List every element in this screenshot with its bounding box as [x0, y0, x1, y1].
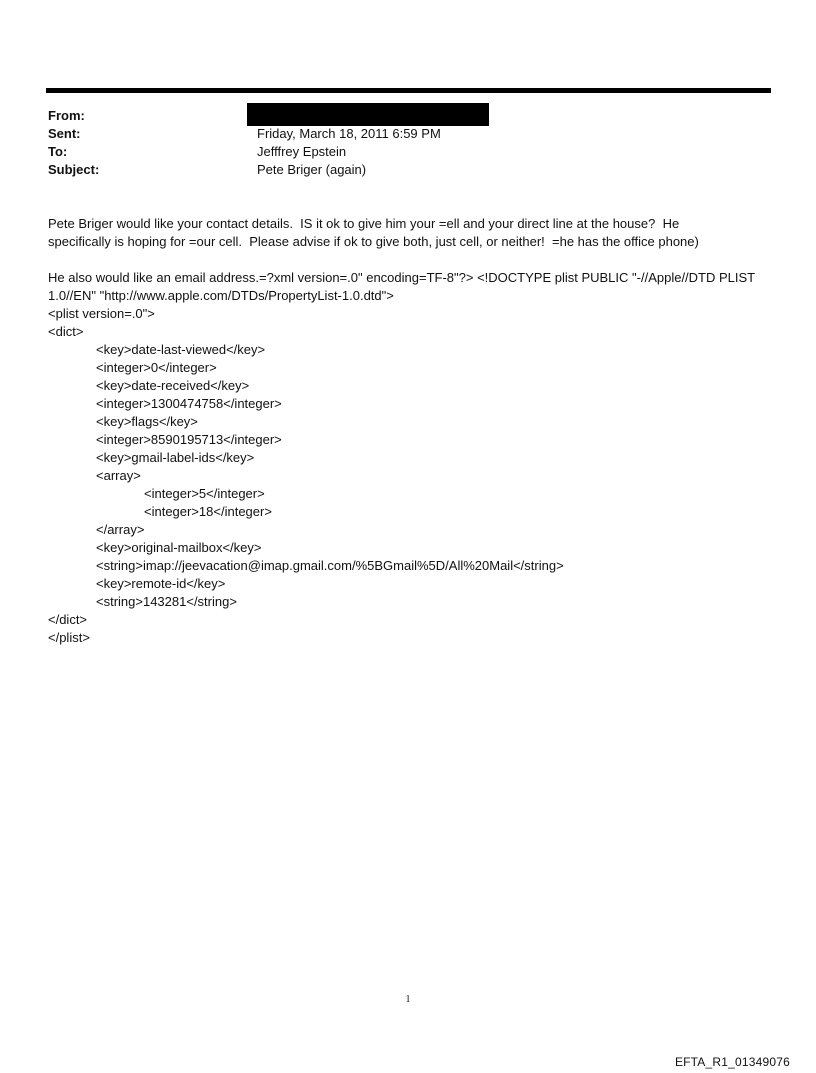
to-value: Jefffrey Epstein: [257, 144, 347, 159]
plist-block: [48, 305, 783, 647]
sent-value: Friday, March 18, 2011 6:59 PM: [257, 126, 441, 141]
plist-line: </dict>: [48, 612, 88, 627]
plist-line: <key>date-last-viewed</key>: [96, 342, 266, 357]
body-line: He also would like an email address.=?xml version=.0" encoding=TF-8"?> <!DOCTYPE plist PUBLIC "-//Apple//DTD PLIST: [48, 270, 756, 285]
plist-line: <integer>5</integer>: [144, 486, 265, 501]
plist-line: <string>imap://jeevacation@imap.gmail.com/%5BGmail%5D/All%20Mail</string>: [96, 558, 564, 573]
plist-line: <integer>18</integer>: [144, 504, 272, 519]
body-paragraph-2: [48, 269, 783, 647]
plist-line: <integer>0</integer>: [96, 360, 217, 375]
page-number: 1: [405, 994, 411, 1005]
plist-line: <key>original-mailbox</key>: [96, 540, 262, 555]
header-rule: [46, 88, 771, 93]
to-row: [48, 143, 748, 161]
body-line: specifically is hoping for =our cell. Please advise if ok to give both, just cell, or neither! =he has the office phone): [48, 234, 699, 249]
sent-row: [48, 125, 748, 143]
from-label: From:: [48, 108, 85, 123]
plist-line: <array>: [96, 468, 141, 483]
to-label: To:: [48, 144, 68, 159]
plist-line: <integer>8590195713</integer>: [96, 432, 282, 447]
plist-line: <integer>1300474758</integer>: [96, 396, 282, 411]
plist-line: </plist>: [48, 630, 90, 645]
subject-row: [48, 161, 748, 179]
plist-line: <plist version=.0">: [48, 306, 155, 321]
body-line: 1.0//EN" "http://www.apple.com/DTDs/PropertyList-1.0.dtd">: [48, 288, 394, 303]
plist-line: <string>143281</string>: [96, 594, 237, 609]
subject-value: Pete Briger (again): [257, 162, 367, 177]
plist-line: <key>flags</key>: [96, 414, 198, 429]
redaction-box: [247, 103, 489, 126]
subject-label: Subject:: [48, 162, 100, 177]
plist-line: </array>: [96, 522, 145, 537]
body-line: Pete Briger would like your contact details. IS it ok to give him your =ell and your direct line at the house? He: [48, 216, 680, 231]
bates-number: EFTA_R1_01349076: [674, 1055, 790, 1069]
body-paragraph-1: [48, 215, 783, 251]
email-body: [48, 215, 783, 647]
plist-line: <key>gmail-label-ids</key>: [96, 450, 255, 465]
sent-label: Sent:: [48, 126, 81, 141]
plist-line: <key>remote-id</key>: [96, 576, 226, 591]
plist-line: <key>date-received</key>: [96, 378, 250, 393]
plist-line: <dict>: [48, 324, 84, 339]
